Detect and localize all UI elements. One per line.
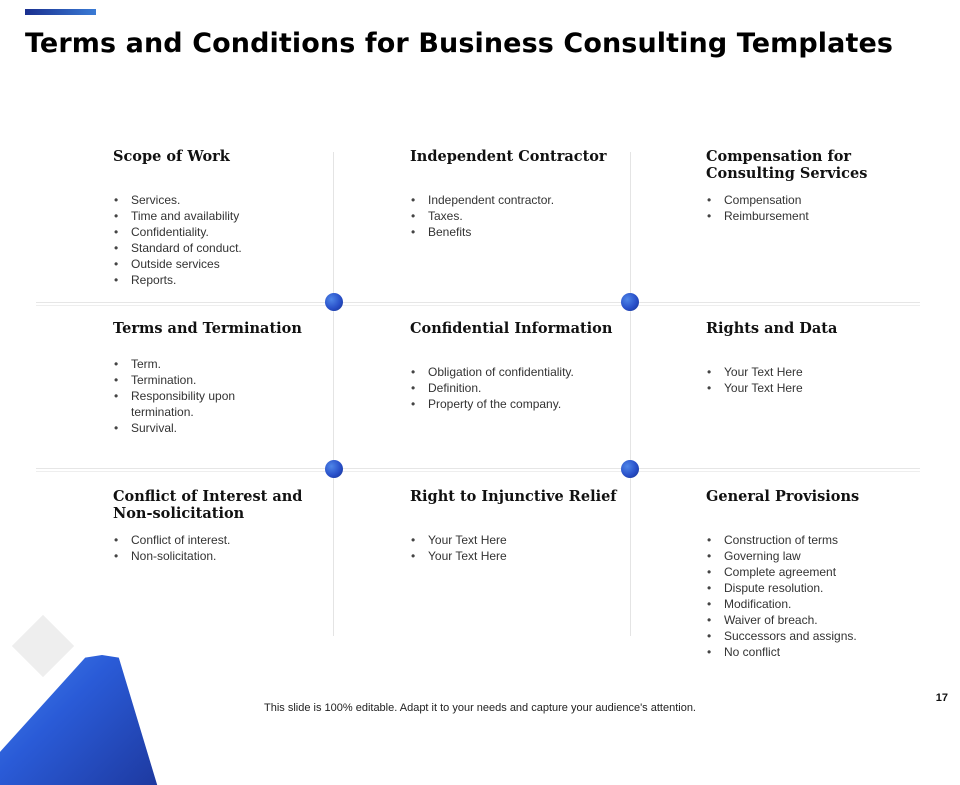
cell-bullet-list (410, 364, 625, 412)
list-item: • Your Text Here (410, 532, 625, 548)
title-accent-bar (25, 9, 96, 15)
list-item: • Obligation of confidentiality. (410, 364, 625, 380)
decorative-grey-diamond (12, 615, 74, 677)
grid-divider-horizontal (36, 302, 920, 306)
grid-divider-horizontal (36, 468, 920, 472)
terms-cell-independent-contractor (410, 148, 625, 240)
list-item: • Your Text Here (706, 364, 921, 380)
list-item: • Modification. (706, 596, 921, 612)
terms-cell-general-provisions (706, 488, 921, 660)
cell-heading: Right to Injunctive Relief (410, 488, 617, 505)
cell-heading: Compensation for Consulting Services (706, 148, 868, 182)
list-item: • Dispute resolution. (706, 580, 921, 596)
grid-divider-vertical (333, 152, 334, 636)
cell-bullet-list (706, 532, 921, 660)
slide-title: Terms and Conditions for Business Consulting Templates (25, 28, 894, 59)
grid-node-dot (325, 293, 343, 311)
list-item: • Your Text Here (706, 380, 921, 396)
list-item: • Benefits (410, 224, 625, 240)
terms-cell-terms-and-termination (113, 320, 328, 436)
list-item: • Waiver of breach. (706, 612, 921, 628)
list-item: • Outside services (113, 256, 328, 272)
list-item: • Reports. (113, 272, 328, 288)
list-item: • Survival. (113, 420, 273, 436)
cell-heading: Independent Contractor (410, 148, 607, 165)
grid-node-dot (325, 460, 343, 478)
list-item: • Conflict of interest. (113, 532, 313, 548)
grid-node-dot (621, 293, 639, 311)
list-item: • Complete agreement (706, 564, 921, 580)
terms-cell-scope-of-work (113, 148, 328, 288)
list-item: • Confidentiality. (113, 224, 328, 240)
cell-bullet-list (113, 192, 328, 288)
list-item: • Term. (113, 356, 273, 372)
list-item: • Governing law (706, 548, 921, 564)
cell-heading: Scope of Work (113, 148, 230, 165)
list-item: • No conflict (706, 644, 921, 660)
cell-bullet-list (706, 192, 896, 224)
list-item: • Successors and assigns. (706, 628, 921, 644)
list-item: • Termination. (113, 372, 273, 388)
terms-cell-injunctive-relief (410, 488, 625, 564)
grid-divider-vertical (630, 152, 631, 636)
grid-node-dot (621, 460, 639, 478)
cell-bullet-list (410, 532, 625, 564)
cell-bullet-list (113, 532, 313, 564)
list-item: • Time and availability (113, 208, 328, 224)
list-item: • Independent contractor. (410, 192, 625, 208)
page-number: 17 (935, 692, 948, 704)
cell-bullet-list (706, 364, 921, 396)
cell-bullet-list (410, 192, 625, 240)
list-item: • Definition. (410, 380, 625, 396)
terms-cell-conflict-of-interest (113, 488, 313, 564)
list-item: • Construction of terms (706, 532, 921, 548)
cell-bullet-list (113, 356, 273, 436)
cell-heading: Rights and Data (706, 320, 838, 337)
decorative-blue-corner-shape (0, 655, 210, 785)
cell-heading: General Provisions (706, 488, 860, 505)
list-item: • Your Text Here (410, 548, 625, 564)
list-item: • Taxes. (410, 208, 625, 224)
cell-heading: Terms and Termination (113, 320, 302, 337)
list-item: • Compensation (706, 192, 896, 208)
terms-cell-confidential-information (410, 320, 625, 412)
list-item: • Responsibility upon termination. (113, 388, 273, 420)
footer-note: This slide is 100% editable. Adapt it to your needs and capture your audience's attention. (264, 702, 696, 714)
cell-heading: Conflict of Interest and Non-solicitation (113, 488, 303, 522)
terms-cell-rights-and-data (706, 320, 921, 396)
terms-cell-compensation (706, 148, 896, 224)
list-item: • Standard of conduct. (113, 240, 328, 256)
list-item: • Reimbursement (706, 208, 896, 224)
list-item: • Services. (113, 192, 328, 208)
list-item: • Non-solicitation. (113, 548, 313, 564)
list-item: • Property of the company. (410, 396, 625, 412)
cell-heading: Confidential Information (410, 320, 613, 337)
